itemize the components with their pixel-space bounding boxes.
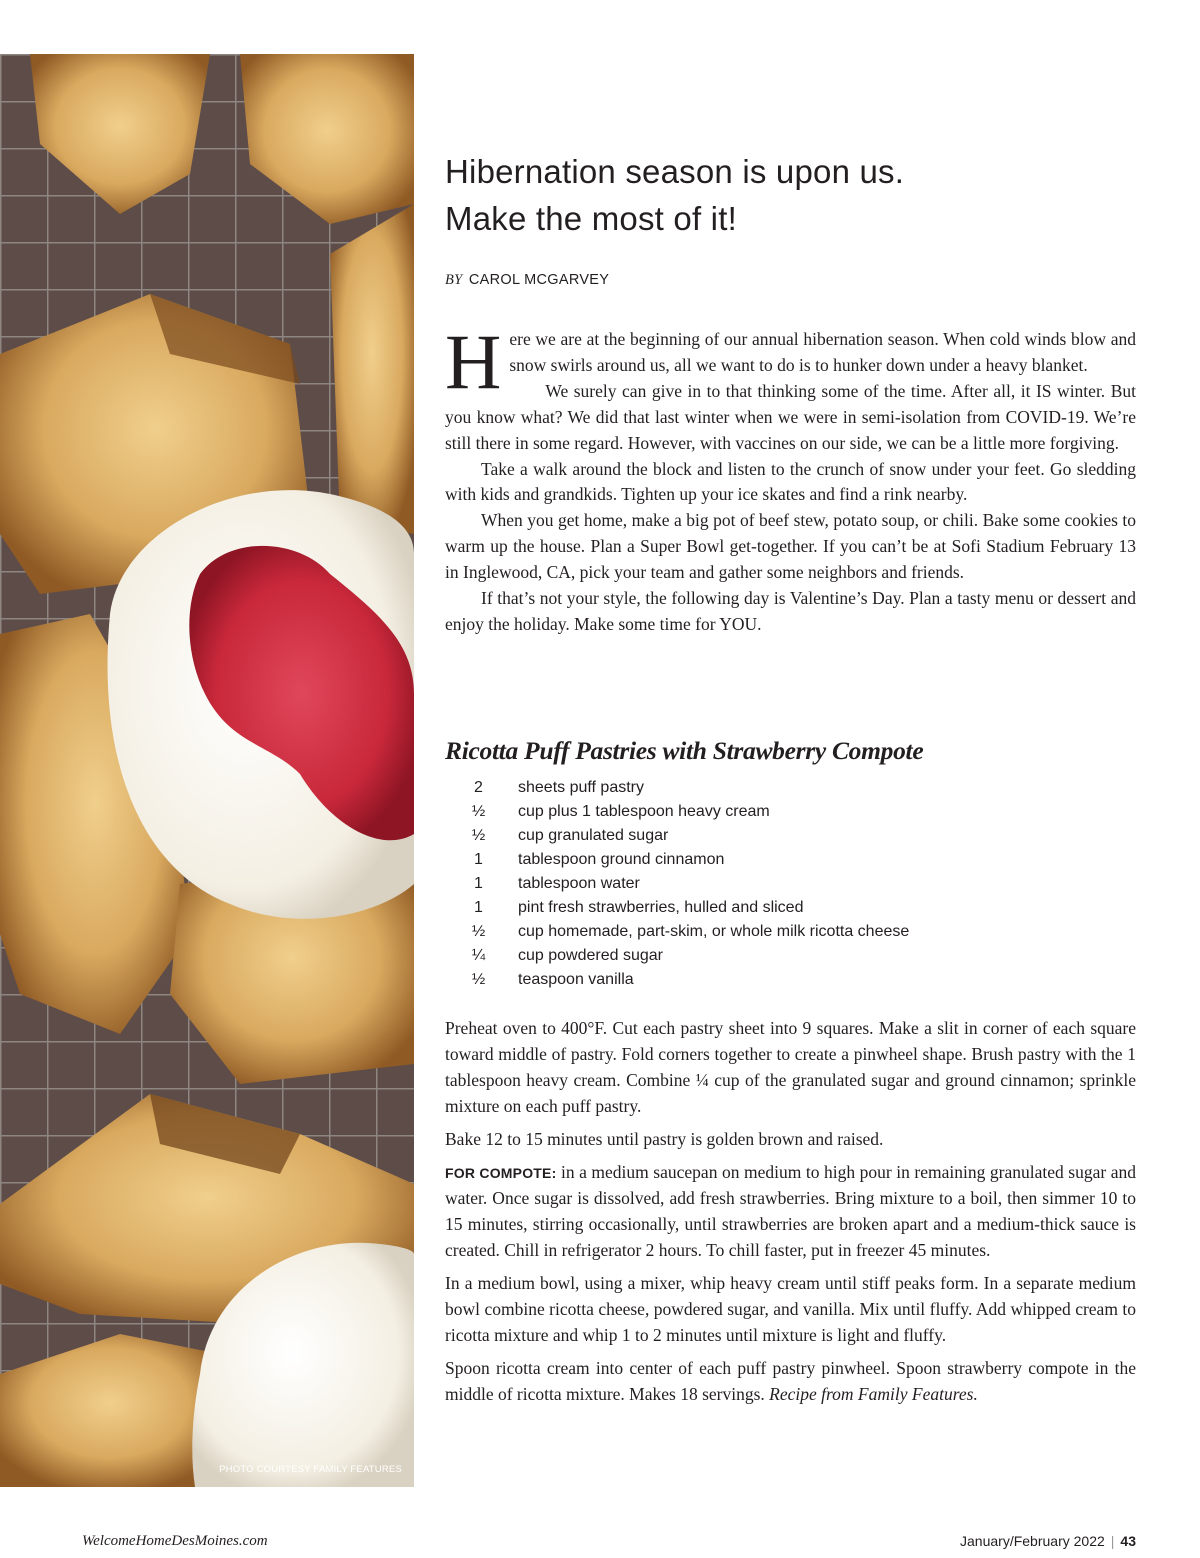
ingredient-name: tablespoon ground cinnamon [518, 851, 725, 868]
ingredient-name: sheets puff pastry [518, 779, 644, 796]
article-body [445, 318, 1136, 638]
ingredient-item [445, 800, 1136, 824]
paragraph-1-text: ere we are at the beginning of our annual hibernation season. When cold winds blow and snow swirls around us, all we want to do is to hunker down under a heavy blanket. [509, 329, 1136, 375]
ingredient-name: pint fresh strawberries, hulled and sliced [518, 899, 804, 916]
method-step-4: In a medium bowl, using a mixer, whip heavy cream until stiff peaks form. In a separate medium bowl combine ricotta cheese, powdered sugar, and vanilla. Mix until fluffy. Add whipped cream to ricotta mixture and whip 1 to 2 minutes until mixture is light and fluffy. [445, 1273, 1136, 1345]
ingredient-qty: 2 [474, 779, 483, 796]
ingredient-name: cup homemade, part-skim, or whole milk ricotta cheese [518, 923, 910, 940]
paragraph-1 [445, 318, 1136, 405]
paragraph-5: If that’s not your style, the following day is Valentine’s Day. Plan a tasty menu or dessert and enjoy the holiday. Make some time for YOU. [445, 588, 1136, 634]
article-headline [445, 148, 1136, 242]
ingredient-item [445, 872, 1136, 896]
ingredient-qty: ½ [471, 803, 486, 820]
ingredient-name: cup plus 1 tablespoon heavy cream [518, 803, 770, 820]
footer-separator: | [1110, 1533, 1115, 1549]
compote-label: FOR COMPOTE: [445, 1164, 557, 1181]
ingredient-qty: 1 [474, 875, 483, 892]
recipe-method [445, 1016, 1136, 1415]
byline-author: CAROL MCGARVEY [468, 272, 610, 288]
method-step-2: Bake 12 to 15 minutes until pastry is golden brown and raised. [445, 1128, 884, 1149]
ingredient-name: cup granulated sugar [518, 827, 669, 844]
drop-cap: H [445, 318, 502, 405]
method-step-1: Preheat oven to 400°F. Cut each pastry sheet into 9 squares. Make a slit in corner of each square toward middle of pastry. Fold corners together to create a pinwheel shape. Brush pastry with the 1 tablespoon heavy cream. Combine ¼ cup of the granulated sugar and ground cinnamon; sprinkle mixture on each puff pastry. [445, 1018, 1136, 1116]
ingredient-qty: 1 [474, 899, 483, 916]
compote-text: in a medium saucepan on medium to high pour in remaining granulated sugar and water. Once sugar is dissolved, add fresh strawberries. Bring mixture to a boil, then simmer 10 to 15 minutes, stirring occasionally, until strawberries are broken apart and a medium-thick sauce is created. Chill in refrigerator 2 hours. To chill faster, put in freezer 45 minutes. [445, 1161, 1136, 1261]
headline-line-2: Make the most of it! [445, 200, 737, 237]
issue-date: January/February 2022 [960, 1533, 1105, 1549]
paragraph-2: We surely can give in to that thinking some of the time. After all, it IS winter. But you know what? We did that last winter when we were in semi-isolation from COVID-19. We’re still there in some regard. However, with vaccines on our side, we can be a little more forgiving. [445, 380, 1136, 453]
paragraph-3: Take a walk around the block and listen to the crunch of snow under your feet. Go sledding with kids and grandkids. Tighten up your ice skates and find a rink nearby. [445, 458, 1136, 505]
ingredient-qty: ½ [471, 827, 486, 844]
ingredient-item [445, 920, 1136, 944]
ingredient-qty: ½ [471, 923, 486, 940]
food-photo [0, 54, 414, 1487]
byline [445, 272, 1136, 289]
ingredient-qty: ½ [471, 971, 486, 988]
ingredient-qty: 1 [474, 851, 483, 868]
paragraph-4: When you get home, make a big pot of beef stew, potato soup, or chili. Bake some cookies to warm up the house. Plan a Super Bowl get-together. If you can’t be at Sofi Stadium February 13 in Inglewood, CA, pick your team and gather some neighbors and friends. [445, 510, 1136, 583]
ingredient-item [445, 776, 1136, 800]
footer-issue [960, 1533, 1136, 1549]
ingredient-name: teaspoon vanilla [518, 971, 634, 988]
ingredient-item [445, 944, 1136, 968]
footer-website: WelcomeHomeDesMoines.com [82, 1533, 268, 1549]
method-step-compote [445, 1160, 1136, 1265]
ingredient-item [445, 824, 1136, 848]
method-step-5 [445, 1356, 1136, 1408]
photo-credit: PHOTO COURTESY FAMILY FEATURES [219, 1464, 402, 1475]
pastry-illustration [0, 54, 414, 1487]
recipe-title: Ricotta Puff Pastries with Strawberry Compote [445, 736, 924, 765]
ingredient-name: tablespoon water [518, 875, 640, 892]
ingredient-item [445, 896, 1136, 920]
ingredient-item [445, 968, 1136, 992]
ingredient-item [445, 848, 1136, 872]
page-number: 43 [1120, 1533, 1136, 1549]
byline-prefix: BY [445, 272, 463, 288]
ingredient-list [445, 776, 1136, 992]
ingredient-qty: ¼ [471, 947, 486, 964]
recipe-source: Recipe from Family Features. [769, 1383, 978, 1404]
ingredient-name: cup powdered sugar [518, 947, 663, 964]
step-5-text: Spoon ricotta cream into center of each puff pastry pinwheel. Spoon strawberry compote in the middle of ricotta mixture. Makes 18 servings. [445, 1357, 1136, 1404]
headline-line-1: Hibernation season is upon us. [445, 153, 905, 190]
